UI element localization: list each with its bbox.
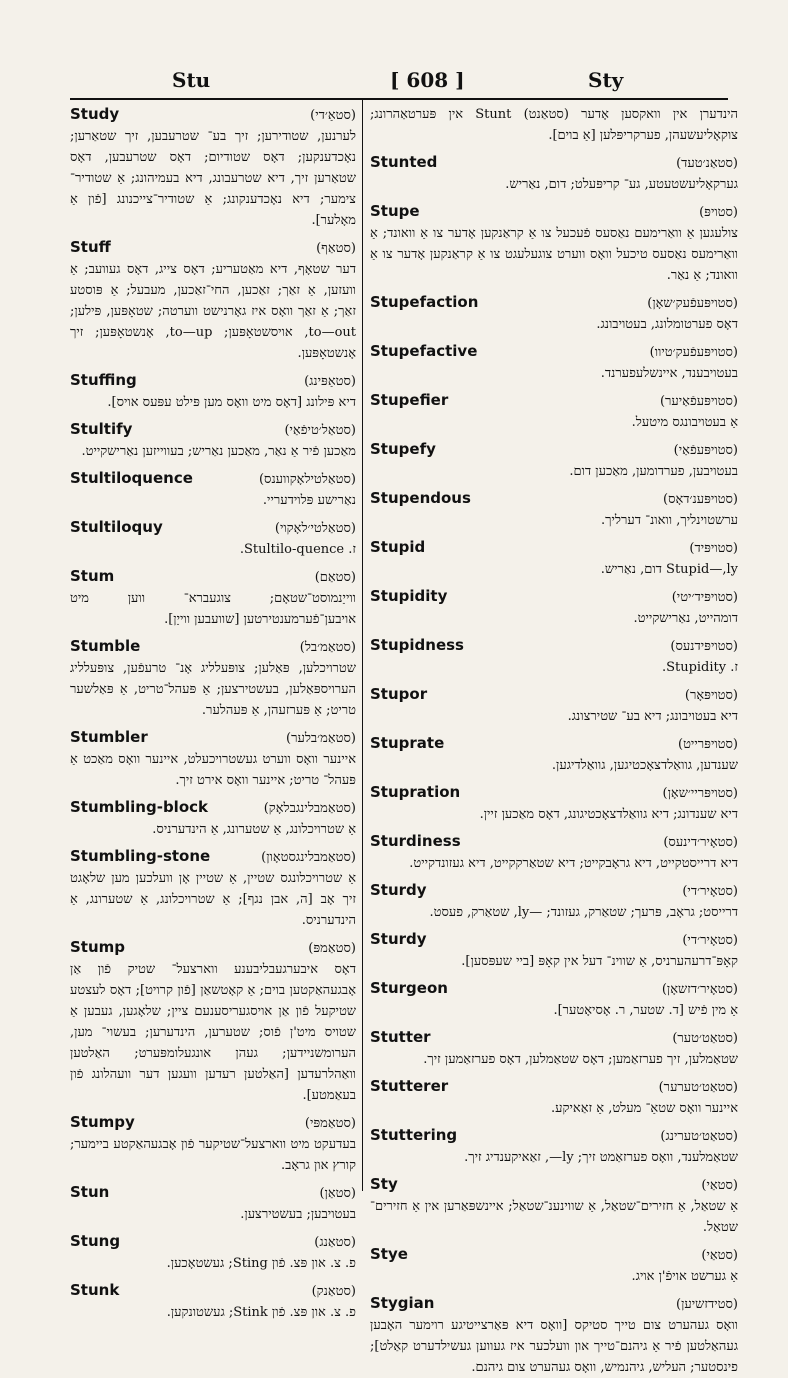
pronunciation: (סטאַל׳טיפֿאַי) [284, 423, 356, 438]
entry-headline [70, 370, 356, 392]
dictionary-entry [370, 635, 738, 678]
dictionary-entry [70, 937, 356, 1106]
headword: Stun [70, 1183, 110, 1201]
headword: Stygian [370, 1294, 435, 1312]
entry-headline [70, 566, 356, 588]
right-guide-word: Sty [588, 68, 624, 92]
definition-text: בעטויבענד, איינשלעפערנד. [600, 366, 738, 381]
dictionary-entry [70, 797, 356, 840]
headword: Stunk [70, 1281, 120, 1299]
entry-headline [370, 684, 738, 706]
dictionary-entry [70, 566, 356, 630]
dictionary-entry [370, 390, 738, 433]
pronunciation: (סטאַן) [319, 1186, 356, 1201]
entry-headline [70, 104, 356, 126]
headword: Stum [70, 567, 115, 585]
dictionary-entry [70, 1231, 356, 1274]
headword: Sturdy [370, 930, 427, 948]
page-number: [ 608 ] [390, 68, 465, 92]
definition-text: דאָס פערטומלונג, בעטויבונג. [596, 317, 738, 332]
pronunciation: (סטויפּיד׳יטי) [671, 590, 738, 605]
entry-headline [370, 831, 738, 853]
entry-headline [370, 292, 738, 314]
definition-text: פ. צ. און פּצ. פֿון Stink; געשטונקען. [166, 1305, 356, 1320]
entry-headline [70, 797, 356, 819]
definition-text: שטרויכלען, פּאַלען; צופּעלליג אָנ־ טרעפֿען, צופּעלליג הערויספּאַלען, בעשטירצען; אַ פּעהל־טריט, אַ פּאַלשער טריט; אַ פּערזעהן, אַ פּעהלער. [70, 661, 356, 718]
entry-headline [370, 341, 738, 363]
entry-headline [370, 201, 738, 223]
headword: Stumbler [70, 728, 148, 746]
definition-text: אַ גערשט אויפֿ'ן אויג. [631, 1269, 738, 1284]
entry-headline [70, 1182, 356, 1204]
headword: Stultify [70, 420, 133, 438]
entry-headline [70, 517, 356, 539]
pronunciation: (סטויפּיד) [689, 541, 738, 556]
definition-text: שטאַמלענד, וואָס פערזאַמט זיך; ly—, זאַאיקענדיג זיך. [464, 1150, 738, 1165]
entry-headline [70, 727, 356, 749]
pronunciation: (סטאַנק) [311, 1284, 356, 1299]
definition-text: קאָפּ־דרעהערניס, אַ שווינ־ דעל אין קאָפּ [ביי שעפּסען]. [461, 954, 738, 969]
definition-text: ז. Stupidity. [661, 660, 738, 675]
definition-text: ווייַנמוסט־שטאָם; צוגעברא־ ווען מיט אויבען־פֿערמענטירטען [שוועבען ווייַן]. [70, 591, 356, 627]
pronunciation: (סטאַלטילאָקווענס) [258, 472, 356, 487]
definition-text: דיא בעטויבונג; דיא בע־ שטירצונג. [567, 709, 738, 724]
pronunciation: (סטאַף) [316, 241, 356, 256]
dictionary-entry [70, 104, 356, 231]
definition-text: דרייסט; גראָב, פּרעך; שטאַרק, געזונד; —ly, שטאַרק, פעסט. [429, 905, 738, 920]
pronunciation: (סטויפּעפֿאַיער) [659, 394, 738, 409]
dictionary-entry [70, 1112, 356, 1176]
pronunciation: (סטאַמפּ) [308, 941, 356, 956]
entry-headline [370, 1244, 738, 1266]
pronunciation: (סטויפּ) [699, 205, 738, 220]
definition-text: שענדען, גוואַלדצאָכטיגען, גוואַלדיגען. [551, 758, 738, 773]
pronunciation: (סטויפּאָר) [684, 688, 738, 703]
definition-text: וואָס געהערט צום טייך סטיקס [וואָס דיא פּאַרצייטיגע רוימער האָבען געהאַלטען פֿיר אַ גיהנם־טייך און וועלכער איז געווען געשילדערט קאַלט]; פינסטער; העליש, גיהנמיש, וואָס געהערט צום גיהנם. [370, 1318, 738, 1375]
dictionary-entry [370, 586, 738, 629]
pronunciation: (סטויפּרייט) [678, 737, 738, 752]
entry-headline [70, 1231, 356, 1253]
entry-headline [370, 1293, 738, 1315]
definition-text: אַ שטרויכלונג, אַ שטערונג, אַ הינדערניס. [152, 822, 356, 837]
headword: Study [70, 105, 120, 123]
dictionary-entry [370, 292, 738, 335]
entry-headline [70, 237, 356, 259]
definition-text: לערנען, שטודירען; זיך בע־ שטרעבען, זיך שטאַרען; נאָכדענקען; דאָס שטודיום; דאָס שטרעבען, דאָס שטאַרען זיך, דיא שטרעבונג, דיא בעמיהונג; אַ שטודיר־ צימער; דיא נאָכדענקונג; אַ שטודיר־צייכנונג [פֿון אַ מאָלער]. [70, 129, 356, 228]
headword: Stutter [370, 1028, 431, 1046]
definition-text: נאַרישע פּלוידעריי. [262, 493, 356, 508]
pronunciation: (סטאַמ׳בלער) [286, 731, 356, 746]
pronunciation: (סטאַמפּי) [304, 1116, 356, 1131]
headword: Stupefy [370, 440, 436, 458]
definition-text: שטאַמלען, זיך פערזאַמען; דאָס שטאַמלען, דאָס פערזאַמען זיך. [423, 1052, 738, 1067]
dictionary-entry [370, 1076, 738, 1119]
pronunciation: (סטאָיר׳דזשאָן) [661, 982, 738, 997]
dictionary-entry [370, 1174, 738, 1238]
entry-headline [370, 152, 738, 174]
headword: Stupidness [370, 636, 464, 654]
dictionary-entry [70, 636, 356, 721]
headword: Stupefactive [370, 342, 478, 360]
definition-text: ערשטוינליך, וואונ־ דערליך. [600, 513, 738, 528]
dictionary-entry [70, 419, 356, 462]
pronunciation: (סטאַלטי׳לאָקוי) [274, 521, 356, 536]
definition-text: איינער וואָס שטאַ־ מעלט, אַ זאַאיקע. [551, 1101, 738, 1116]
entry-headline [370, 390, 738, 412]
dictionary-entry [370, 439, 738, 482]
definition-text: גערקאָליעשטעטע, גע־ קריפּעלט; דום, נאַריש. [505, 177, 738, 192]
pronunciation: (סטאַט׳טער) [672, 1031, 738, 1046]
pronunciation: (סטאַט׳טערער) [658, 1080, 738, 1095]
pronunciation: (סטאָיר׳די) [682, 933, 738, 948]
header-rule [70, 98, 728, 100]
definition-text: דיא פּילונג [דאָס מיט וואָס מען פּילט עפּעס אויס]. [107, 395, 356, 410]
dictionary-entry [370, 684, 738, 727]
headword: Stupration [370, 783, 461, 801]
entry-headline [370, 1174, 738, 1196]
entry-headline [370, 537, 738, 559]
headword: Stumble [70, 637, 141, 655]
dictionary-entry [370, 537, 738, 580]
dictionary-entry [370, 1244, 738, 1287]
entry-headline [370, 586, 738, 608]
entry-headline [70, 468, 356, 490]
definition-text: דיא דרייסטקייט, דיא גראָבקייט; דיא שטאַרקקייט, דיא געזונדקייט. [409, 856, 738, 871]
dictionary-entry [70, 517, 356, 560]
definition-text: אַ בעטויבונגס מיטעל. [631, 415, 738, 430]
pronunciation: (סטאַ׳די) [310, 108, 356, 123]
pronunciation: (סטויפּעפֿאַי) [673, 443, 738, 458]
definition-text: דומהייט, נאַרישקייט. [633, 611, 738, 626]
definition-text: דער שטאָף, דיא מאַטעריע; דאָס צייג, דאָס געוועב; אַ וועזען, אַ זאַך; זאַכען, החי־זאַכען, מעבעל; אַ פּוסטע זאַך; אַ זאַך וואָס איז גאָרנישט ווערטה; שטאָפּען, פּילען; to—out, אויסשטאָפּען; to—up, אָנשטאָפּען; זיך אָנשטאָפּען. [70, 262, 356, 361]
headword: Stupor [370, 685, 428, 703]
definition-text: אַ שטאַל, אַ חזירים־שטאַל, אַ שווינענ־שטאַל; איינשפּאַרען אין אַ חזירים־ שטאַל. [370, 1199, 738, 1235]
left-column [70, 104, 356, 1320]
pronunciation: (סטאַמבלינגסטאָון) [261, 850, 356, 865]
dictionary-entry [70, 1280, 356, 1323]
entry-headline [370, 929, 738, 951]
entry-headline [70, 636, 356, 658]
entry-headline [370, 488, 738, 510]
definition-text: ז. Stultilo-quence. [239, 542, 356, 557]
headword: Stupid [370, 538, 426, 556]
headword: Stupidity [370, 587, 448, 605]
pronunciation: (סטויפּידנעס) [670, 639, 738, 654]
headword: Sturdy [370, 881, 427, 899]
headword: Stuttering [370, 1126, 458, 1144]
entry-headline [370, 1076, 738, 1098]
definition-text: איינער וואָס ווערט געשטרויכעלט, איינער וואָס מאַכט אַ פּעהל־ טריט; איינער וואָס אירט זיך. [70, 752, 356, 788]
pronunciation: (סטאַנג) [314, 1235, 356, 1250]
definition-text: מאַכען פֿיר אַ נאַר, מאַכען נאַריש; בעווייזען נאַרישקייט. [81, 444, 356, 459]
dictionary-entry [370, 880, 738, 923]
dictionary-entry [370, 341, 738, 384]
pronunciation: (סטאַט׳טערינג) [660, 1129, 738, 1144]
dictionary-entry [370, 978, 738, 1021]
entry-headline [370, 978, 738, 1000]
dictionary-entry [70, 846, 356, 931]
pronunciation: (סטויפּריי׳שאָן) [662, 786, 738, 801]
headword: Stuprate [370, 734, 445, 752]
entry-headline [370, 880, 738, 902]
entry-headline [70, 419, 356, 441]
entry-headline [70, 1112, 356, 1134]
pronunciation: (סטידזשיען) [676, 1297, 738, 1312]
pronunciation: (סטאַמבלינגבלאָק) [263, 801, 356, 816]
headword: Stupe [370, 202, 420, 220]
dictionary-entry [370, 733, 738, 776]
dictionary-entry [370, 1027, 738, 1070]
headword: Stupendous [370, 489, 471, 507]
dictionary-entry [370, 1125, 738, 1168]
pronunciation: (סטויפּעפֿעק׳שאָן) [647, 296, 738, 311]
pronunciation: (סטאַי) [701, 1178, 738, 1193]
headword: Stumbling-block [70, 798, 208, 816]
definition-text: דאָס איבערגעבליבענע ווארצעל־ שטיק פֿון אַן אָבגעהאַקטען בוים; אַ קאָטשאַן [פֿון קרויט]; דאָס לעצטע שטיקעל פֿון אַן אויסגעריסענעם ציין; שלאָגען, געבען אַ שטויס מיט'ן פֿוס; שטערען, הינדערען; בעשוי־ מען, הערומשניידען; געהן אונגעלומפּערט; האַלטען וואַהלרעדען [האַלטען רעדען וועגען דער וועהלונג פֿון בעאַמטע]. [70, 962, 356, 1103]
dictionary-entry [70, 468, 356, 511]
entry-headline [370, 733, 738, 755]
entry-headline [370, 439, 738, 461]
dictionary-entry [70, 1182, 356, 1225]
headword: Stuff [70, 238, 111, 256]
dictionary-entry [370, 831, 738, 874]
headword: Stutterer [370, 1077, 449, 1095]
headword: Stung [70, 1232, 121, 1250]
headword: Stump [70, 938, 126, 956]
dictionary-entry [70, 370, 356, 413]
dictionary-entry [370, 488, 738, 531]
entry-headline [370, 1027, 738, 1049]
pronunciation: (סטאַנ׳טעד) [676, 156, 738, 171]
definition-text: אַ שטרויכלונגס שטיין, אַ שטיין אָן וועלכען מען שלאָגט זיך אָב [ה, אבן נגף]; אַ שטרויכלונג, אַ שטערונג, אַ הינדערניס. [70, 871, 356, 928]
pronunciation: (סטויפּענ׳דאָס) [663, 492, 738, 507]
right-column [370, 104, 738, 1375]
dictionary-entry [370, 152, 738, 195]
definition-text: אַ מין פֿיש [ד. שטער, ר. אָסיאָטער]. [553, 1003, 738, 1018]
headword: Sturdiness [370, 832, 461, 850]
pronunciation: (סטאַמ׳בל) [299, 640, 356, 655]
dictionary-entry [370, 201, 738, 286]
page-header [60, 64, 728, 98]
left-guide-word: Stu [172, 68, 211, 92]
headword: Stumpy [70, 1113, 135, 1131]
definition-text: צולעגען אַ וואַרימעם נאַסעס פֿעכעל צו אַ קראַנקען אָדער צו אַ וואונד; אַ וואַרימעס נאַסעס טיכעל וואָס ווערט צוגעלעגט צו אַ קראַנקען אָדער צו אַ וואונד; אַ נאַר. [370, 226, 738, 283]
entry-headline [370, 635, 738, 657]
dictionary-entry [370, 1293, 738, 1378]
headword: Stumbling-stone [70, 847, 211, 865]
headword: Stultiloquy [70, 518, 163, 536]
dictionary-entry [370, 782, 738, 825]
definition-text: בעטויבען, פערדומען, מאַכען דום. [569, 464, 738, 479]
entry-headline [70, 846, 356, 868]
headword: Stuffing [70, 371, 137, 389]
pronunciation: (סטויפּעפֿעק׳טיוו) [649, 345, 738, 360]
headword: Stupefier [370, 391, 449, 409]
pronunciation: (סטאַם) [314, 570, 356, 585]
headword: Stupefaction [370, 293, 479, 311]
entry-headline [370, 782, 738, 804]
pronunciation: (סטאַי) [701, 1248, 738, 1263]
definition-text: Stupid—,ly דום, נאַריש. [600, 562, 738, 577]
definition-text: פ. צ. און פּצ. פֿון Sting; געשטאָכען. [166, 1256, 356, 1271]
column-divider [362, 100, 363, 1191]
definition-text: בעדעקט מיט ווארצעל־שטיקער פֿון אָבגעהאַקטע ביימער; קורץ און גראָב. [70, 1137, 356, 1173]
definition-text: בעטויבען; בעשטירצען. [240, 1207, 356, 1222]
pronunciation: (סטאַפּינג) [304, 374, 356, 389]
pronunciation: (סטאָיר׳די) [682, 884, 738, 899]
entry-headline [70, 1280, 356, 1302]
headword: Stultiloquence [70, 469, 193, 487]
entry-headline [370, 1125, 738, 1147]
headword: Sturgeon [370, 979, 448, 997]
dictionary-entry [370, 929, 738, 972]
entry-headline [70, 937, 356, 959]
continuation-entry: הינדערן אין וואקסען אָדער (סטאַנט) Stunt אין פּערטאַהרונג; צוקאָליעשעהן, פערקריפּלען [אַ בוים]. [370, 107, 738, 143]
pronunciation: (סטאָיר׳דינעס) [663, 835, 738, 850]
headword: Stunted [370, 153, 438, 171]
headword: Sty [370, 1175, 398, 1193]
headword: Stye [370, 1245, 408, 1263]
dictionary-entry [70, 237, 356, 364]
definition-text: דיא שענדונג; דיא גוואַלדצאָכטיגונג, דאָס מאַכען זיין. [479, 807, 738, 822]
dictionary-entry [70, 727, 356, 791]
